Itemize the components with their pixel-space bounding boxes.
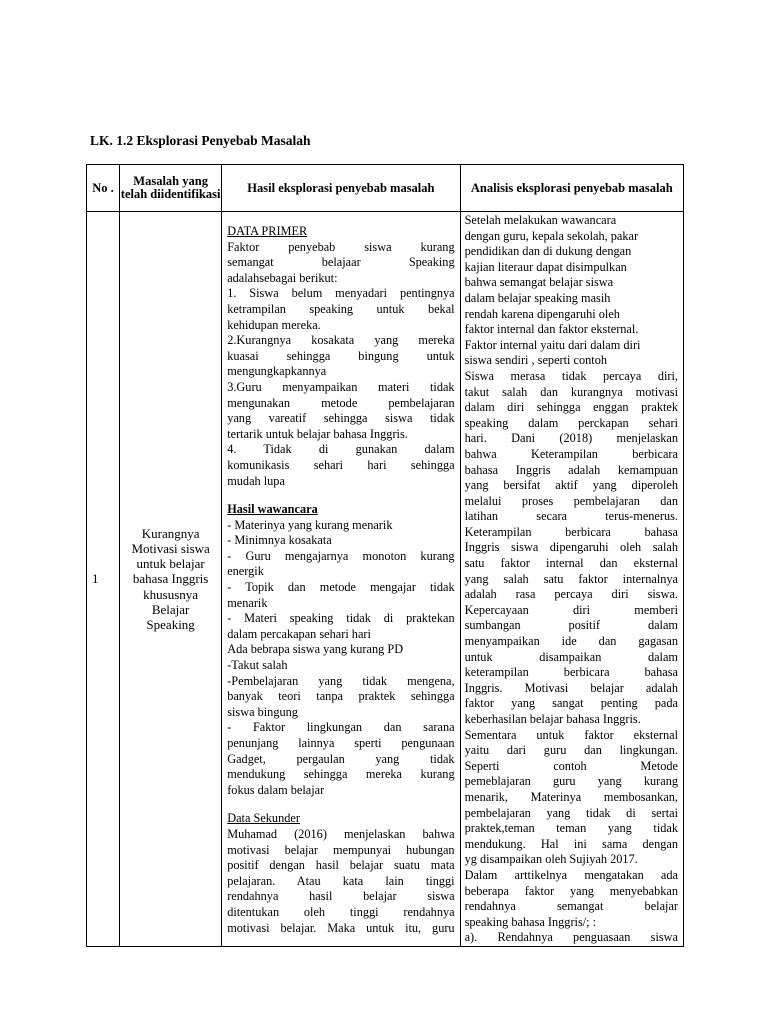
analisis-line: Setelah melakukan wawancara	[464, 213, 617, 227]
analisis-line: dengan guru, kepala sekolah, pakar	[464, 228, 639, 243]
hasil-line: 1. Siswa belum menyadari pentingnya	[227, 286, 455, 301]
hasil-line: ketrampilan speaking untuk bekal	[227, 301, 455, 316]
hasil-line: 4. Tidak di gunakan dalam	[227, 442, 455, 457]
table-row	[87, 212, 684, 947]
hasil-line: kuasai sehingga bingung untuk	[227, 348, 455, 363]
analisis-line: yg disampaikan oleh Sujiyah 2017.	[464, 852, 638, 867]
hasil-line: - Materinya yang kurang menarik	[227, 517, 393, 532]
analisis-text	[464, 213, 678, 945]
hasil-line: Gadget, pergaulan yang tidak	[227, 751, 455, 766]
masalah-line: bahasa Inggris	[132, 571, 209, 587]
header-masalah: Masalah yang telah diidentifikasi	[120, 165, 222, 212]
hasil-line: energik	[227, 564, 264, 579]
analisis-line: Seperti contoh Metode	[464, 758, 678, 773]
hasil-line: - Minimnya kosakata	[227, 533, 332, 548]
analisis-line: speaking bahasa Inggris/; :	[464, 914, 597, 929]
analisis-line: a). Rendahnya penguasaan siswa	[464, 930, 678, 945]
paragraph-gap	[227, 798, 454, 811]
analisis-line: dalam diri sehingga enggan praktek	[464, 400, 678, 415]
hasil-line: banyak teori tanpa praktek sehingga	[227, 689, 455, 704]
analisis-line: faktor yang sangat penting pada	[464, 696, 678, 711]
masalah-line: khususnya	[143, 586, 199, 602]
analisis-line: kajian literaur dapat disimpulkan	[464, 259, 627, 274]
hasil-line: Hasil wawancara	[227, 502, 318, 517]
hasil-line: positif dengan hasil belajar suatu mata	[227, 858, 455, 873]
cell-masalah	[120, 212, 222, 947]
hasil-line: Ada bebrapa siswa yang kurang PD	[227, 642, 404, 657]
analisis-line: keterampilan berbicara bahasa	[464, 665, 678, 680]
analisis-line: beberapa faktor yang menyebabkan	[464, 883, 678, 898]
analisis-line: Faktor internal yaitu dari dalam diri	[464, 337, 641, 352]
analisis-line: faktor internal dan faktor eksternal.	[464, 322, 639, 337]
cell-no: 1	[87, 212, 120, 947]
header-analisis: Analisis eksplorasi penyebab masalah	[460, 165, 683, 212]
analisis-line: menarik, Materinya membosankan,	[464, 789, 678, 804]
analisis-line: speaking dalam perckapan sehari	[464, 415, 678, 430]
analisis-line: latihan secara terus-menerus.	[464, 509, 678, 524]
analisis-line: menyampaikan ide dan gagasan	[464, 634, 678, 649]
analisis-line: Siswa merasa tidak percaya diri,	[464, 368, 678, 383]
hasil-line: - Topik dan metode mengajar tidak	[227, 580, 455, 595]
analisis-line: Keterampilan berbicara bahasa	[464, 524, 678, 539]
analisis-line: keberhasilan belajar bahasa Inggris.	[464, 712, 641, 726]
hasil-line: yang vareatif sehingga siswa tidak	[227, 411, 455, 426]
analisis-line: adalah rasa percaya diri siswa.	[464, 587, 678, 602]
analisis-line: satu faktor internal dan eksternal	[464, 556, 678, 571]
hasil-line: komunikasis sehari hari sehingga	[227, 457, 455, 472]
masalah-line: Belajar	[151, 601, 190, 617]
hasil-line: 3.Guru menyampaikan materi tidak	[227, 379, 455, 394]
hasil-line: Data Sekunder	[227, 811, 300, 826]
hasil-line: Faktor penyebab siswa kurang	[227, 239, 455, 254]
masalah-line: Motivasi siswa	[131, 540, 210, 556]
analisis-line: pembelajaran yang tidak di sertai	[464, 805, 678, 820]
analisis-line: Inggris siswa dipengaruhi oleh salah	[464, 540, 678, 555]
analisis-line: dalam belajar speaking masih	[464, 290, 611, 305]
hasil-line: menarik	[227, 595, 268, 610]
hasil-line: adalahsebagai berikut:	[227, 270, 338, 285]
analisis-line: Sementara untuk faktor eksternal	[464, 727, 678, 742]
analisis-line: yang bersifat aktif yang diperoleh	[464, 478, 678, 493]
analisis-line: Inggris. Motivasi belajar adalah	[464, 680, 678, 695]
cell-hasil	[222, 212, 460, 947]
cell-analisis	[460, 212, 683, 947]
masalah-line: untuk belajar	[136, 556, 205, 572]
exploration-table	[86, 164, 684, 947]
hasil-line: rendahnya hasil belajar siswa	[227, 889, 455, 904]
analisis-line: mendukung. Hal ini sama dengan	[464, 836, 678, 851]
hasil-line: mudah lupa	[227, 473, 285, 488]
hasil-line: - Materi speaking tidak di praktekan	[227, 611, 455, 626]
header-hasil: Hasil eksplorasi penyebab masalah	[222, 165, 460, 212]
masalah-line: Kurangnya	[141, 525, 200, 541]
hasil-line: siswa bingung	[227, 704, 298, 719]
analisis-line: bahwa semangat belajar siswa	[464, 275, 614, 290]
hasil-line: semangat belajaar Speaking	[227, 255, 455, 270]
analisis-line: yaitu dari guru dan lingkungan.	[464, 743, 678, 758]
hasil-line: DATA PRIMER	[227, 224, 308, 238]
hasil-line: motivasi belajar. Maka untuk itu, guru	[227, 920, 455, 935]
analisis-line: takut salah dan kurangnya motivasi	[464, 384, 678, 399]
hasil-line: Muhamad (2016) menjelaskan bahwa	[227, 826, 455, 841]
analisis-line: untuk disampaikan dalam	[464, 649, 678, 664]
hasil-line: tertarik untuk belajar bahasa Inggris.	[227, 426, 408, 441]
analisis-line: bahasa Inggris adalah kemampuan	[464, 462, 678, 477]
masalah-line: Speaking	[146, 617, 195, 632]
hasil-line: mengunakan metode pembelajaran	[227, 395, 455, 410]
hasil-line: -Pembelajaran yang tidak mengena,	[227, 673, 455, 688]
hasil-line: motivasi belajar mempunyai hubungan	[227, 842, 455, 857]
paragraph-gap	[227, 489, 454, 502]
hasil-line: fokus dalam belajar	[227, 782, 325, 797]
analisis-line: siswa sendiri , seperti contoh	[464, 353, 608, 368]
hasil-line: - Faktor lingkungan dan sarana	[227, 720, 455, 735]
hasil-line: - Guru mengajarnya monoton kurang	[227, 548, 455, 563]
hasil-line: mendukung sehingga mereka kurang	[227, 767, 455, 782]
hasil-line: penunjang lainnya sperti pengunaan	[227, 736, 455, 750]
analisis-line: sumbangan positif dalam	[464, 618, 678, 633]
analisis-line: praktek,teman teman yang tidak	[464, 821, 678, 836]
hasil-line: kehidupan mereka.	[227, 317, 321, 332]
analisis-line: pemeblajaran guru yang kurang	[464, 774, 678, 789]
header-no: No .	[87, 165, 120, 212]
hasil-line: -Takut salah	[227, 658, 288, 673]
hasil-line: 2.Kurangnya kosakata yang mereka	[227, 333, 455, 348]
analisis-line: rendahnya semangat belajar	[464, 899, 678, 914]
analisis-line: yang salah satu faktor internalnya	[464, 571, 678, 586]
hasil-line: dalam percakapan sehari hari	[227, 626, 371, 641]
hasil-line: pelajaran. Atau kata lain tinggi	[227, 873, 455, 888]
analisis-line: Kepercayaan diri memberi	[464, 602, 678, 617]
analisis-line: rendah karena dipengaruhi oleh	[464, 306, 620, 321]
analisis-line: pendidikan dan di dukung dengan	[464, 244, 632, 259]
document-title: LK. 1.2 Eksplorasi Penyebab Masalah	[90, 133, 311, 148]
hasil-text	[227, 224, 454, 946]
analisis-line: bahwa Keterampilan berbicara	[464, 446, 678, 461]
analisis-line: melalui proses pembelajaran dan	[464, 493, 678, 508]
hasil-line: mengungkapkannya	[227, 364, 327, 379]
analisis-line: hari. Dani (2018) menjelaskan	[464, 431, 678, 446]
analisis-line: Dalam arttikelnya mengatakan ada	[464, 867, 678, 882]
hasil-line: ditentukan oleh tinggi rendahnya	[227, 904, 455, 919]
table-header-row	[87, 165, 684, 212]
masalah-text	[120, 526, 221, 632]
